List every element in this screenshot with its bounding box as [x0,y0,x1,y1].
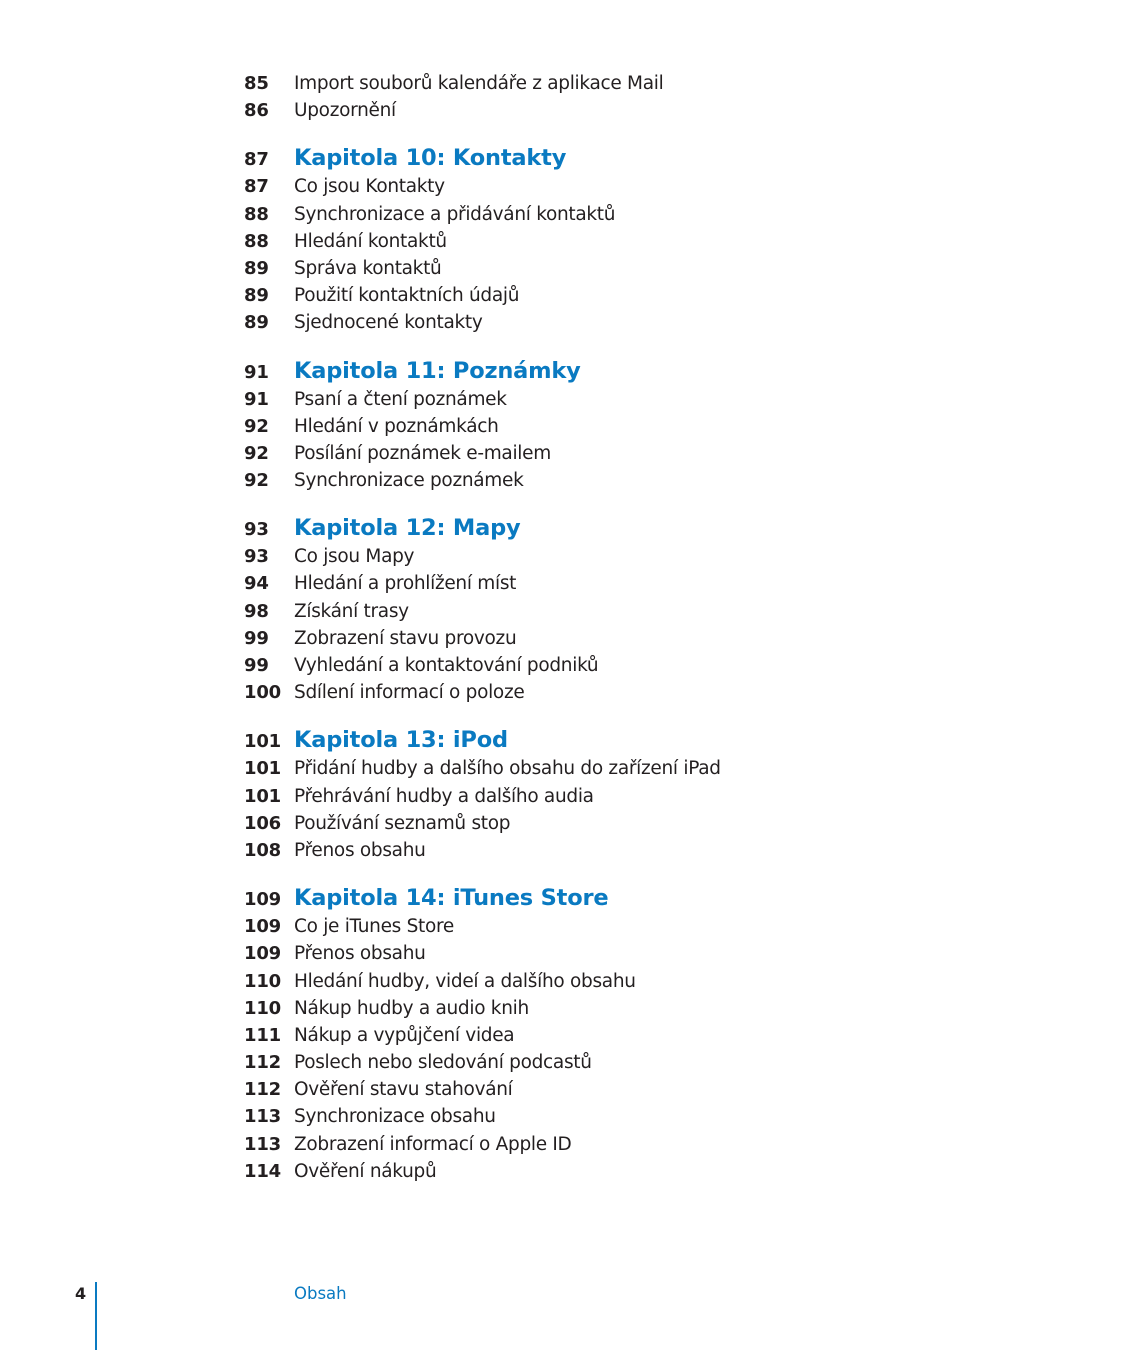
toc-entry[interactable] [244,309,1004,336]
entry-title[interactable]: Upozornění [294,100,396,122]
entry-title[interactable]: Přenos obsahu [294,943,426,965]
toc-entry[interactable] [244,679,1004,706]
toc-entry[interactable] [244,1076,1004,1103]
chapter-title[interactable]: Kapitola 13: iPod [294,727,508,754]
entry-title[interactable]: Co je iTunes Store [294,916,454,938]
toc-entry[interactable] [244,173,1004,200]
toc-entry[interactable] [244,413,1004,440]
entry-page-number: 92 [244,442,269,464]
entry-page-number: 93 [244,546,269,568]
toc-entry[interactable] [244,652,1004,679]
entry-page-number: 113 [244,1106,281,1128]
chapter-heading[interactable] [244,514,1004,543]
chapter-section [244,884,1004,1185]
toc-entry[interactable] [244,598,1004,625]
entry-title[interactable]: Přehrávání hudby a dalšího audia [294,785,594,807]
chapter-heading[interactable] [244,726,1004,755]
entry-title[interactable]: Import souborů kalendáře z aplikace Mail [294,73,664,94]
chapter-section [244,357,1004,495]
entry-page-number: 112 [244,1079,281,1101]
chapter-page-number: 101 [244,731,281,753]
entry-page-number: 109 [244,916,281,938]
toc-entry[interactable] [244,755,1004,782]
entry-title[interactable]: Ověření nákupů [294,1160,437,1182]
entry-title[interactable]: Zobrazení stavu provozu [294,627,517,649]
chapter-page-number: 87 [244,149,269,171]
entry-title[interactable]: Hledání a prohlížení míst [294,573,517,595]
entry-page-number: 106 [244,812,281,834]
toc-entry[interactable] [244,837,1004,864]
entry-title[interactable]: Nákup hudby a audio knih [294,997,529,1019]
entry-title[interactable]: Co jsou Kontakty [294,176,445,198]
toc-entry[interactable] [244,440,1004,467]
entry-title[interactable]: Sdílení informací o poloze [294,682,525,704]
toc-entry[interactable] [244,968,1004,995]
toc-entry[interactable] [244,97,1004,124]
chapter-title[interactable]: Kapitola 12: Mapy [294,515,521,542]
table-of-contents [244,70,1004,1185]
chapter-section [244,144,1004,336]
entry-page-number: 91 [244,388,269,410]
toc-entry[interactable] [244,70,1004,97]
chapter-page-number: 93 [244,519,269,541]
chapter-section [244,514,1004,706]
chapter-heading[interactable] [244,144,1004,173]
toc-entry[interactable] [244,1103,1004,1130]
entry-page-number: 86 [244,100,269,122]
toc-entry[interactable] [244,783,1004,810]
entry-title[interactable]: Přidání hudby a dalšího obsahu do zařízení iPad [294,758,721,780]
toc-entry[interactable] [244,1022,1004,1049]
entry-title[interactable]: Používání seznamů stop [294,812,511,834]
footer-divider [95,1282,97,1350]
entry-title[interactable]: Ověření stavu stahování [294,1079,513,1101]
entry-page-number: 114 [244,1160,281,1182]
toc-entry[interactable] [244,1049,1004,1076]
entry-title[interactable]: Co jsou Mapy [294,546,415,568]
toc-entry[interactable] [244,386,1004,413]
entry-page-number: 111 [244,1024,281,1046]
entry-page-number: 92 [244,415,269,437]
entry-page-number: 101 [244,758,281,780]
entry-page-number: 108 [244,839,281,861]
entry-title[interactable]: Nákup a vypůjčení videa [294,1024,515,1046]
entry-page-number: 110 [244,970,281,992]
toc-entry[interactable] [244,913,1004,940]
toc-entry[interactable] [244,625,1004,652]
entry-page-number: 99 [244,627,269,649]
toc-entry[interactable] [244,255,1004,282]
entry-page-number: 85 [244,73,269,94]
toc-entry[interactable] [244,543,1004,570]
top-entries [244,70,1004,124]
entry-title[interactable]: Zobrazení informací o Apple ID [294,1133,572,1155]
entry-title[interactable]: Hledání kontaktů [294,230,447,252]
entry-page-number: 87 [244,176,269,198]
entry-page-number: 100 [244,682,281,704]
entry-title[interactable]: Synchronizace poznámek [294,470,524,492]
toc-entry[interactable] [244,1131,1004,1158]
entry-title[interactable]: Hledání hudby, videí a dalšího obsahu [294,970,636,992]
entry-title[interactable]: Synchronizace a přidávání kontaktů [294,203,616,225]
entry-title[interactable]: Vyhledání a kontaktování podniků [294,655,599,676]
entry-title[interactable]: Hledání v poznámkách [294,415,499,437]
entry-page-number: 113 [244,1133,281,1155]
footer-page-number: 4 [75,1284,87,1303]
entry-title[interactable]: Synchronizace obsahu [294,1106,496,1128]
entry-page-number: 98 [244,600,269,622]
entry-title[interactable]: Přenos obsahu [294,839,426,861]
entry-page-number: 89 [244,257,269,279]
entry-page-number: 88 [244,203,269,225]
chapter-page-number: 91 [244,361,269,383]
entry-page-number: 110 [244,997,281,1019]
entry-page-number: 112 [244,1052,281,1074]
toc-entry[interactable] [244,940,1004,967]
toc-entry[interactable] [244,467,1004,494]
chapter-section [244,726,1004,864]
entry-page-number: 89 [244,285,269,307]
entry-page-number: 94 [244,573,269,595]
entry-page-number: 89 [244,312,269,334]
toc-entry[interactable] [244,201,1004,228]
entry-page-number: 101 [244,785,281,807]
toc-entry[interactable] [244,1158,1004,1185]
chapter-title[interactable]: Kapitola 14: iTunes Store [294,885,609,912]
chapter-title[interactable]: Kapitola 11: Poznámky [294,357,581,384]
entry-page-number: 109 [244,943,281,965]
toc-entry[interactable] [244,995,1004,1022]
chapter-heading[interactable] [244,357,1004,386]
entry-title[interactable]: Posílání poznámek e-mailem [294,442,551,464]
toc-entry[interactable] [244,228,1004,255]
entry-title[interactable]: Získání trasy [294,600,409,622]
entry-title[interactable]: Použití kontaktních údajů [294,285,520,307]
chapter-title[interactable]: Kapitola 10: Kontakty [294,145,567,172]
entry-page-number: 88 [244,230,269,252]
entry-title[interactable]: Poslech nebo sledování podcastů [294,1052,592,1074]
chapter-page-number: 109 [244,889,281,911]
toc-entry[interactable] [244,570,1004,597]
entry-title[interactable]: Sjednocené kontakty [294,312,483,334]
chapter-heading[interactable] [244,884,1004,913]
entry-page-number: 92 [244,470,269,492]
entry-title[interactable]: Psaní a čtení poznámek [294,388,507,410]
toc-entry[interactable] [244,810,1004,837]
toc-entry[interactable] [244,282,1004,309]
entry-title[interactable]: Správa kontaktů [294,257,442,279]
entry-page-number: 99 [244,655,269,676]
footer-section-label: Obsah [294,1284,347,1303]
